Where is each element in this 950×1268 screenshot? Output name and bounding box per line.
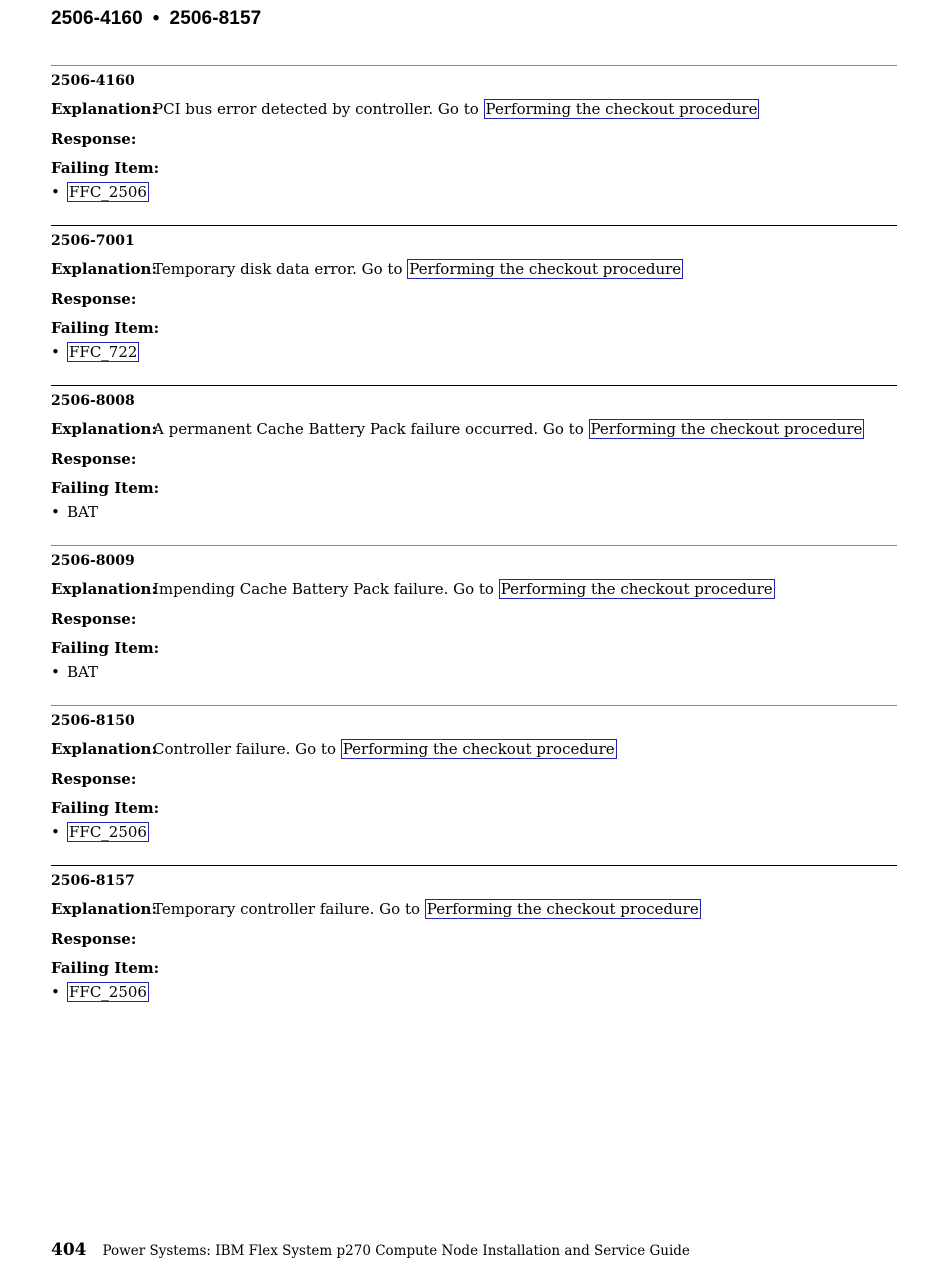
message-code: 2506-8009 [51,553,135,569]
failing-item-text: BAT [67,503,99,521]
explanation-body: Temporary disk data error. Go to [153,260,408,278]
response-label: Response: [51,130,137,148]
response-row [51,770,136,788]
checkout-procedure-link[interactable]: Performing the checkout procedure [485,100,758,118]
failing-item-link[interactable]: FFC_2506 [69,183,147,201]
failing-item-row [51,319,159,337]
explanation-body: Temporary controller failure. Go to [153,900,425,918]
explanation-label: Explanation: [51,900,157,918]
failing-item-label: Failing Item: [51,319,160,337]
failing-item-link[interactable]: FFC_2506 [69,823,147,841]
failing-item-label: Failing Item: [51,479,160,497]
message-entry-2506-8009 [51,545,897,705]
explanation-body: Controller failure. Go to [153,740,341,758]
checkout-procedure-link[interactable]: Performing the checkout procedure [500,580,773,598]
response-label: Response: [51,290,137,308]
failing-item-row [51,639,159,657]
failing-item-row [51,959,159,977]
explanation-label: Explanation: [51,100,157,118]
failing-item-list-item [51,823,149,841]
explanation-label: Explanation: [51,420,157,438]
checkout-procedure-link[interactable]: Performing the checkout procedure [342,740,615,758]
explanation-text [153,580,775,598]
bullet: • [51,503,60,521]
failing-item-list-item [51,503,98,521]
response-row [51,130,136,148]
header-separator: • [152,8,160,29]
failing-item-row [51,799,159,817]
explanation-text [153,420,864,438]
failing-item-row [51,479,159,497]
explanation-body: PCI bus error detected by controller. Go to [153,100,484,118]
page-number: 404 [51,1240,87,1260]
bullet: • [51,983,60,1001]
failing-item-label: Failing Item: [51,799,160,817]
explanation-label: Explanation: [51,740,157,758]
message-entry-2506-8150 [51,705,897,865]
response-row [51,450,136,468]
explanation-text [153,740,617,758]
failing-item-list-item [51,183,149,201]
explanation-label: Explanation: [51,260,157,278]
response-row [51,610,136,628]
page-footer [51,1240,690,1260]
response-label: Response: [51,930,137,948]
failing-item-list-item [51,343,139,361]
explanation-row [51,900,699,918]
message-entry-2506-8157 [51,865,897,1025]
explanation-row [51,420,863,438]
explanation-text [153,260,683,278]
document-title: Power Systems: IBM Flex System p270 Compute Node Installation and Service Guide [102,1243,690,1259]
checkout-procedure-link[interactable]: Performing the checkout procedure [590,420,863,438]
message-entry-2506-8008 [51,385,897,545]
explanation-row [51,100,758,118]
page-header [51,8,261,30]
bullet: • [51,663,60,681]
message-list [51,65,897,1025]
explanation-body: A permanent Cache Battery Pack failure occurred. Go to [153,420,589,438]
failing-item-list-item [51,983,149,1001]
message-entry-2506-4160 [51,65,897,225]
checkout-procedure-link[interactable]: Performing the checkout procedure [409,260,682,278]
failing-item-list-item [51,663,98,681]
message-code: 2506-7001 [51,233,135,249]
message-code: 2506-8150 [51,713,135,729]
failing-item-label: Failing Item: [51,159,160,177]
response-label: Response: [51,610,137,628]
explanation-row [51,260,682,278]
failing-item-label: Failing Item: [51,639,160,657]
bullet: • [51,343,60,361]
failing-item-link[interactable]: FFC_722 [69,343,138,361]
explanation-row [51,740,615,758]
bullet: • [51,183,60,201]
failing-item-label: Failing Item: [51,959,160,977]
response-label: Response: [51,450,137,468]
header-last-code: 2506-8157 [169,8,262,29]
failing-item-link[interactable]: FFC_2506 [69,983,147,1001]
explanation-text [153,900,701,918]
explanation-body: Impending Cache Battery Pack failure. Go to [153,580,499,598]
bullet: • [51,823,60,841]
message-code: 2506-4160 [51,73,135,89]
message-code: 2506-8008 [51,393,135,409]
failing-item-row [51,159,159,177]
failing-item-text: BAT [67,663,99,681]
message-entry-2506-7001 [51,225,897,385]
explanation-label: Explanation: [51,580,157,598]
explanation-row [51,580,773,598]
response-label: Response: [51,770,137,788]
header-first-code: 2506-4160 [51,8,143,29]
response-row [51,290,136,308]
checkout-procedure-link[interactable]: Performing the checkout procedure [426,900,699,918]
message-code: 2506-8157 [51,873,135,889]
explanation-text [153,100,759,118]
response-row [51,930,136,948]
